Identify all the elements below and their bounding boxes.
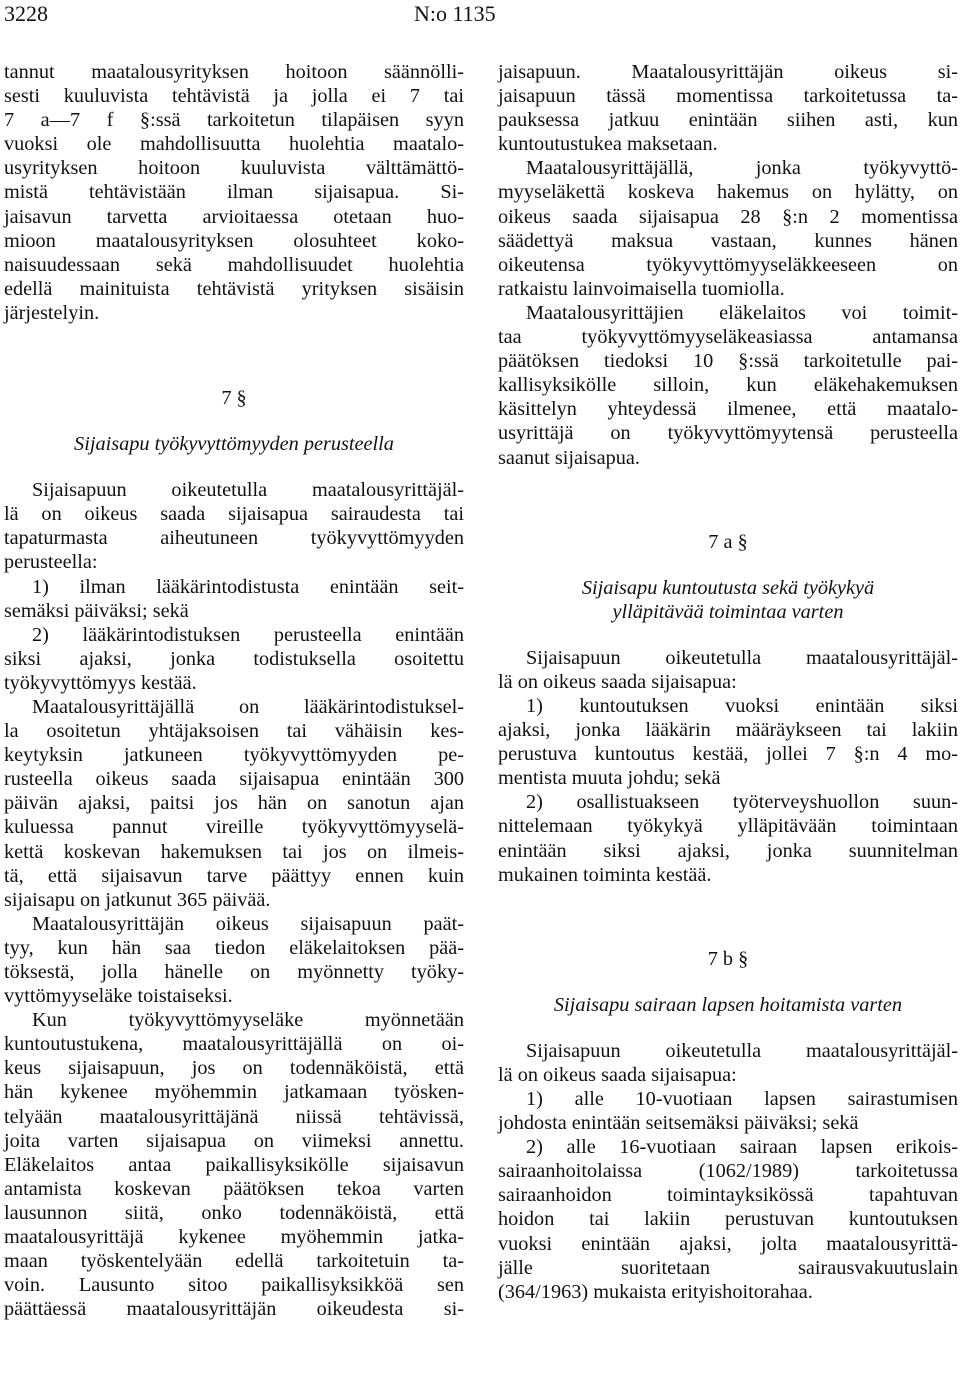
text-line: antamista koskevan päätöksen tekoa varten xyxy=(4,1177,464,1200)
text-line: 2) alle 16-vuotiaan sairaan lapsen erikois- xyxy=(526,1136,958,1159)
text-line: Maatalousyrittäjällä on lääkärintodistuksel- xyxy=(32,695,464,718)
text-line: jaisavun tarvetta arvioitaessa otetaan huo- xyxy=(4,205,464,228)
text-line: la osoitetun yhtäjaksoisen tai vähäisin kes- xyxy=(4,720,464,743)
text-line: käsittelyn yhteydessä ilmenee, että maatalo- xyxy=(498,398,958,421)
paragraph xyxy=(498,790,958,886)
paragraph xyxy=(4,478,464,574)
text-line: 7 a—7 f §:ssä tarkoitetun tilapäisen syyn xyxy=(4,109,464,132)
paragraph xyxy=(498,156,958,301)
text-line: tyy, kun hän saa tiedon eläkelaitoksen pää- xyxy=(4,936,464,959)
text-line: enintään siksi ajaksi, jonka suunnitelman xyxy=(498,839,958,862)
text-line: perustuva kuntoutus kestää, jollei 7 §:n 4 mo- xyxy=(498,743,958,766)
paragraph xyxy=(4,1008,464,1321)
page-header xyxy=(0,0,960,30)
paragraph xyxy=(4,912,464,1008)
text-line: Sijaisapuun oikeutetulla maatalousyrittäjäl- xyxy=(32,479,464,502)
text-line: joita varten sijaisapua on viimeksi annettu. xyxy=(4,1129,464,1152)
text-line: oikeutensa työkyvyttömyyseläkkeeseen on xyxy=(498,253,958,276)
right-column xyxy=(498,60,958,1304)
page-number: 3228 xyxy=(4,1,48,26)
text-line: maan työskentelyään edellä tarkoitetuin ta- xyxy=(4,1250,464,1273)
text-line: perusteella: xyxy=(4,551,98,574)
text-line: 1) ilman lääkärintodistusta enintään seit- xyxy=(32,575,464,598)
section-title-line: Sijaisapu kuntoutusta sekä työkykyä xyxy=(581,576,875,599)
text-line: järjestelyin. xyxy=(4,301,100,324)
section-number: 7 § xyxy=(221,387,247,410)
text-line: 2) lääkärintodistuksen perusteella enintään xyxy=(32,623,464,646)
text-line: tannut maatalousyrityksen hoitoon säännölli- xyxy=(4,61,464,83)
paragraph xyxy=(4,60,464,325)
text-line: jaisapuun tässä momentissa tarkoitetussa ta- xyxy=(498,85,958,108)
paragraph xyxy=(498,301,958,470)
text-line: päätöksen tiedoksi 10 §:ssä tarkoitetulle pai- xyxy=(498,350,958,373)
text-line: oikeus saada sijaisapua 28 §:n 2 momentissa xyxy=(498,205,958,228)
text-line: maatalousyrittäjä kykenee myöhemmin jatka- xyxy=(4,1226,464,1249)
text-line: lausunnon siitä, onko todennäköistä, että xyxy=(4,1201,464,1224)
text-line: hoidon tai lakiin perustuvan kuntoutuksen xyxy=(498,1208,958,1231)
text-line: ratkaistu lainvoimaisella tuomiolla. xyxy=(498,277,785,300)
paragraph xyxy=(498,60,958,156)
text-line: tapaturmasta aiheutuneen työkyvyttömyyden xyxy=(4,527,464,550)
text-line: kuluessa pannut vireille työkyvyttömyyselä- xyxy=(4,816,464,839)
section-title: Sijaisapu työkyvyttömyyden perusteella xyxy=(74,433,394,456)
text-line: lä on oikeus saada sijaisapua sairaudesta tai xyxy=(4,503,464,526)
text-line: ajaksi, jonka lääkärin määräykseen tai lakiin xyxy=(498,719,958,742)
text-line: mistä tehtävistään ilman sijaisapua. Si- xyxy=(4,181,464,204)
paragraph xyxy=(4,695,464,912)
text-line: sijaisapu on jatkunut 365 päivää. xyxy=(4,888,271,911)
text-line: Maatalousyrittäjien eläkelaitos voi toimit- xyxy=(526,301,958,324)
text-line: mukainen toiminta kestää. xyxy=(498,863,712,886)
text-line: työkyvyttömyys kestää. xyxy=(4,671,197,694)
document-number: N:o 1135 xyxy=(414,1,496,26)
paragraph xyxy=(498,646,958,694)
paragraph xyxy=(4,623,464,695)
text-line: Maatalousyrittäjän oikeus sijaisapuun paät- xyxy=(32,912,464,935)
text-line: päättäessä maatalousyrittäjän oikeudesta si- xyxy=(4,1298,464,1321)
text-line: lä on oikeus saada sijaisapua: xyxy=(498,670,737,693)
text-line: Kun työkyvyttömyyseläke myönnetään xyxy=(32,1009,464,1032)
text-line: voin. Lausunto sitoo paikallisyksikköä sen xyxy=(4,1274,464,1297)
section-title: Sijaisapu sairaan lapsen hoitamista varten xyxy=(553,993,903,1016)
text-line: vuoksi enintään ajaksi, jolta maatalousyrittä- xyxy=(498,1232,958,1255)
text-line: sairaanhoidon toimintayksikössä tapahtuvan xyxy=(498,1184,958,1207)
text-line: rusteella oikeus saada sijaisapua enintään 300 xyxy=(4,768,464,791)
text-line: taa työkyvyttömyyseläkeasiassa antamansa xyxy=(498,326,958,349)
text-line: lä on oikeus saada sijaisapua: xyxy=(498,1063,737,1086)
text-line: myyseläkettä koskeva hakemus on hylätty, on xyxy=(498,181,958,204)
paragraph xyxy=(498,694,958,790)
text-line: mentista muuta johdu; sekä xyxy=(498,767,721,790)
paragraph xyxy=(498,1135,958,1304)
paragraph xyxy=(498,1087,958,1135)
text-line: telyään maatalousyrittäjänä niissä tehtävissä, xyxy=(4,1105,464,1128)
text-line: 2) osallistuakseen työterveyshuollon suun- xyxy=(526,791,958,814)
text-line: hän kykenee myöhemmin jatkamaan työsken- xyxy=(4,1081,464,1104)
text-line: säädettyä maksua vastaan, kunnes hänen xyxy=(498,229,958,252)
paragraph xyxy=(498,1039,958,1087)
paragraph xyxy=(4,575,464,623)
text-line: vuoksi ole mahdollisuutta huolehtia maatalo- xyxy=(4,133,464,156)
text-line: jälle suoritetaan sairausvakuutuslain xyxy=(498,1256,958,1279)
text-line: semäksi päiväksi; sekä xyxy=(4,599,189,622)
text-line: kuntoutustukena, maatalousyrittäjällä on oi- xyxy=(4,1033,464,1056)
text-line: Sijaisapuun oikeutetulla maatalousyrittäjäl- xyxy=(526,1039,958,1062)
text-line: Eläkelaitos antaa paikallisyksikölle sijaisavun xyxy=(4,1153,464,1176)
left-column xyxy=(4,60,464,1321)
text-line: töksestä, jolla hänelle on myönnetty työky- xyxy=(4,961,464,983)
text-line: jaisapuun. Maatalousyrittäjän oikeus si- xyxy=(498,61,958,83)
text-line: päivän ajaksi, paitsi jos hän on sanotun ajan xyxy=(4,792,464,815)
text-line: usyrittäjä on työkyvyttömyytensä perusteella xyxy=(498,422,958,445)
text-line: 1) kuntoutuksen vuoksi enintään siksi xyxy=(526,694,958,717)
text-line: vyttömyyseläke toistaiseksi. xyxy=(4,985,233,1008)
text-line: pauksessa jatkuu enintään siihen asti, kun xyxy=(498,109,958,132)
text-line: sesti kuuluvista tehtävistä ja jolla ei 7 tai xyxy=(4,85,464,108)
text-line: Sijaisapuun oikeutetulla maatalousyrittäjäl- xyxy=(526,646,958,669)
text-line: Maatalousyrittäjällä, jonka työkyvyttö- xyxy=(526,157,958,180)
text-line: (364/1963) mukaista erityishoitorahaa. xyxy=(498,1280,813,1303)
text-line: mioon maatalousyrityksen olosuhteet koko- xyxy=(4,229,464,252)
section-number: 7 b § xyxy=(707,947,749,970)
text-line: keus sijaisapuun, jos on todennäköistä, että xyxy=(4,1057,464,1080)
text-line: edellä mainituista tehtävistä yrityksen sisäisin xyxy=(4,277,464,300)
text-line: kuntoutustukea maksetaan. xyxy=(498,133,718,156)
text-line: usyrityksen hoitoon kuuluvista välttämättö- xyxy=(4,157,464,180)
text-line: siksi ajaksi, jonka todistuksella osoitettu xyxy=(4,647,464,670)
text-line: keytyksin jatkuneen työkyvyttömyyden pe- xyxy=(4,744,464,767)
text-line: johdosta enintään seitsemäksi päiväksi; sekä xyxy=(498,1112,859,1135)
text-line: 1) alle 10-vuotiaan lapsen sairastumisen xyxy=(526,1088,958,1110)
text-line: nittelemaan työkykyä ylläpitävään toimintaan xyxy=(498,815,958,838)
text-line: tä, että sijaisavun tarve päättyy ennen kuin xyxy=(4,864,464,887)
text-line: kettä koskevan hakemuksen tai jos on ilmeis- xyxy=(4,840,464,863)
text-line: saanut sijaisapua. xyxy=(498,446,640,469)
section-number: 7 a § xyxy=(708,530,748,553)
text-line: sairaanhoitolaissa (1062/1989) tarkoitetussa xyxy=(498,1160,958,1183)
text-line: naisuudessaan sekä mahdollisuudet huolehtia xyxy=(4,253,464,276)
section-title-line: ylläpitävää toimintaa varten xyxy=(612,600,844,623)
text-line: kallisyksikölle silloin, kun eläkehakemuksen xyxy=(498,374,958,397)
